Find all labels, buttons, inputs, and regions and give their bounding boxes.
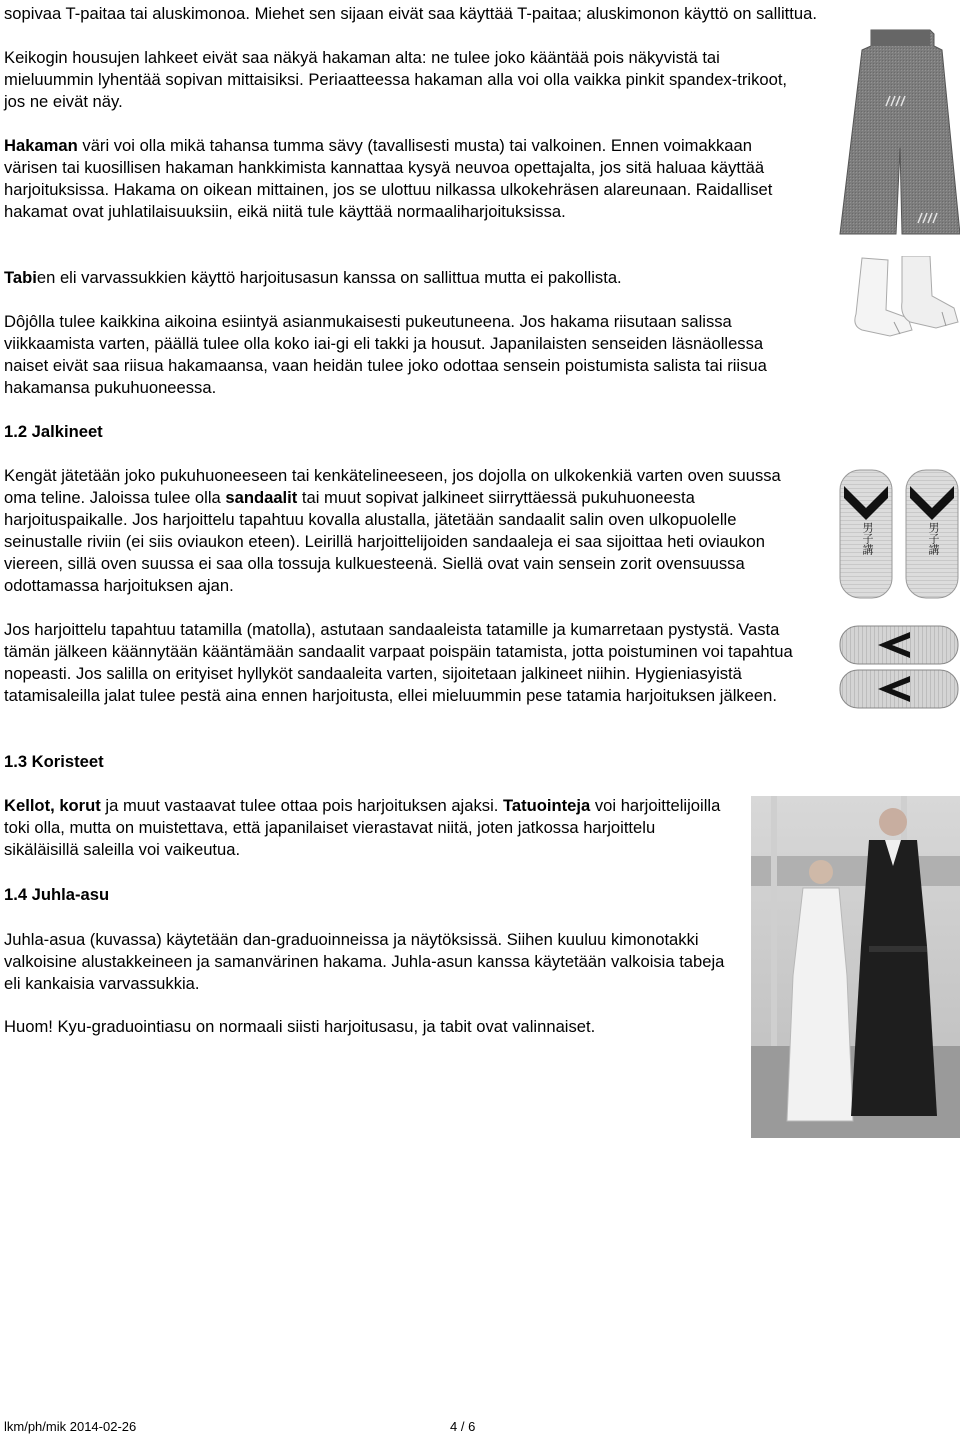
heading-footwear: 1.2 Jalkineet [4, 422, 103, 441]
paragraph-shoes: Kengät jätetään joko pukuhuoneeseen tai kenkätelineeseen, jos dojolla on ulkokenkiä varten oven suussa oma teline. Jaloissa tulee olla sandaalit tai muut sopivat jalkineet siirryttäessä pukuhuoneesta harjoituspaikalle. Jos harjoittelu tapahtuu kovalla alustalla, jätetään sandaalit salin oven ulkopuolelle seinustalle riviin (ei siis oviaukon eteen). Leirillä harjoittelijoiden sandaaleja ei saa sijoittaa heti oviaukon viereen, sillä oven suussa ei saa olla tossuja kulkuesteenä. Siellä ovat vain sensein zorit ovensuussa odottamassa harjoituksen ajan. [4, 466, 781, 595]
paragraph-tabi: Tabien eli varvassukkien käyttö harjoitusasun kanssa on sallittua mutta ei pakollista. [4, 268, 622, 287]
footer-page-number: 4 / 6 [450, 1419, 476, 1434]
formal-wear-photo [751, 796, 960, 1138]
bold-term: sandaalit [225, 488, 298, 507]
paragraph-trousers: Keikogin housujen lahkeet eivät saa näkyä hakaman alta: ne tulee joko kääntää pois näkyvistä tai mieluummin lyhentää sopivan mittaisiksi. Periaatteessa hakaman alla voi olla vaikka pinkit spandex-trikoot, jos ne eivät näy. [4, 48, 788, 111]
bold-term: Tatuointeja [502, 796, 591, 815]
footer-author-date: lkm/ph/mik 2014-02-26 [4, 1419, 137, 1434]
paragraph-hakama: Hakaman väri voi olla mikä tahansa tumma sävy (tavallisesti musta) tai valkoinen. Ennen voimakkaan värisen tai kuosillisen hakaman hankkimista kannattaa kysyä neuvoa opettajalta, jos sitä haluaa käyttää harjoituksissa. Hakama on oikean mittainen, jos se ulottuu nilkassa ulkokehräsen alareunaan. Raidalliset hakamat ovat juhlatilaisuuksiin, eikä niitä tule käyttää normaaliharjoituksissa. [4, 136, 773, 221]
paragraph-dojo: Dôjôlla tulee kaikkina aikoina esiintyä asianmukaisesti pukeutuneena. Jos hakama riisutaan salissa viikkaamista varten, päällä tulee olla koko iai-gi eli takki ja housut. Japanilaisten senseiden läsnäollessa naiset eivät saa riisua hakamaansa, vaan heidän tulee joko odottaa sensein poistumista salista tai riisua hakamansa pukuhuoneessa. [4, 312, 767, 397]
bold-term: Kellot, korut [4, 796, 101, 815]
paragraph-jewelry: Kellot, korut ja muut vastaavat tulee ottaa pois harjoituksen ajaksi. Tatuointeja voi harjoittelijoilla toki olla, mutta on muistettava, että japanilaiset vierastavat niitä, joten jatkossa harjoittelu sikäläisillä saleilla voi vaikeutua. [4, 796, 721, 859]
heading-accessories: 1.3 Koristeet [4, 752, 104, 771]
paragraph-formal: Juhla-asua (kuvassa) käytetään dan-graduoinneissa ja näytöksissä. Siihen kuuluu kimonotakki valkoisine alustakkeineen ja samanvärinen hakama. Juhla-asun kanssa käytetään valkoisia tabeja eli kankaisia varvassukkia. [4, 930, 725, 993]
sandal-label-right: 男子講 [927, 522, 940, 555]
paragraph-tatami: Jos harjoittelu tapahtuu tatamilla (matolla), astutaan sandaaleista tatamille ja kumarretaan pystystä. Vasta tämän jälkeen käännytään kääntämään sandaalit varpaat poispäin tatamista, jotta poistuminen voi tapahtua nopeasti. Jos salilla on erityiset hyllyköt sandaaleita varten, sijoitetaan jalkineet niihin. Hygieniasyistä tatamisaleilla jalat tulee pestä aina ennen harjoitusta, ellei mieluummin pese tatamia harjoituksen jälkeen. [4, 620, 793, 705]
paragraph-note: Huom! Kyu-graduointiasu on normaali siisti harjoitusasu, ja tabit ovat valinnaiset. [4, 1017, 596, 1036]
hakama-image [838, 28, 960, 236]
tabi-socks-image [832, 256, 960, 346]
sandal-label-left: 男子講 [861, 522, 874, 555]
bold-term: Hakaman [4, 136, 78, 155]
sandals-side-view-image [838, 620, 960, 712]
bold-term: Tabi [4, 268, 37, 287]
paragraph-continuation: sopivaa T-paitaa tai aluskimonoa. Miehet sen sijaan eivät saa käyttää T-paitaa; aluskimonon käyttö on sallittua. [4, 4, 817, 23]
heading-formal-wear: 1.4 Juhla-asu [4, 885, 110, 904]
sandals-top-view-image [838, 468, 960, 602]
